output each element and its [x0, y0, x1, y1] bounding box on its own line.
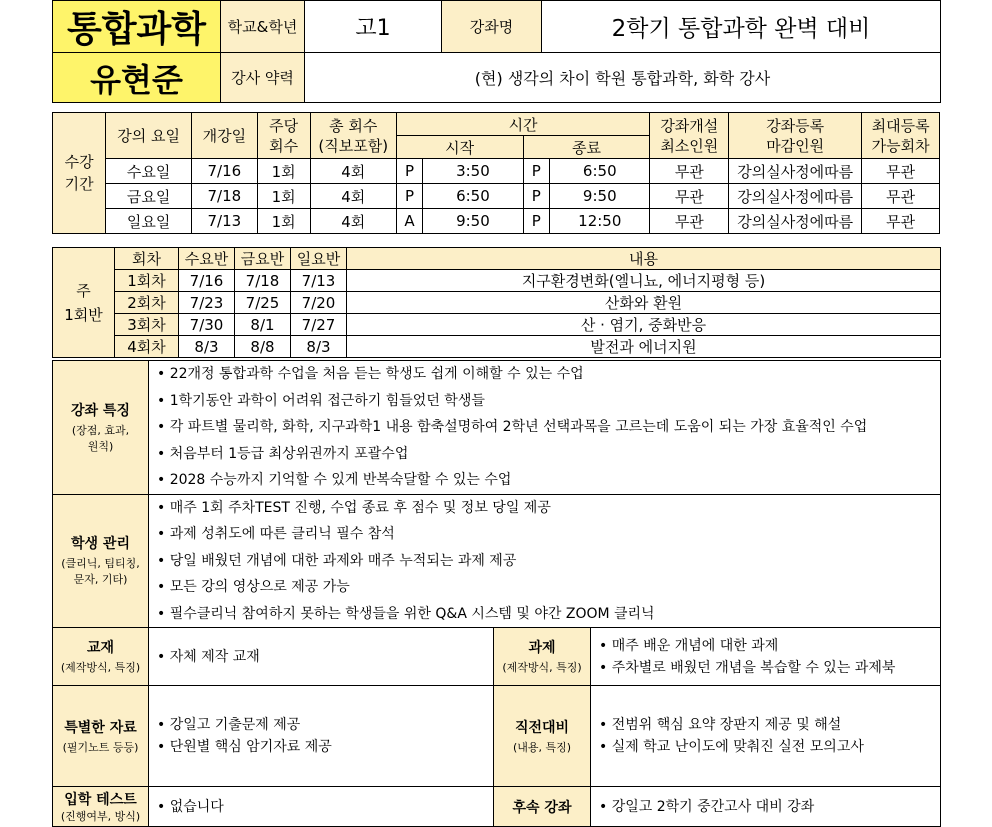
entrance-list — [149, 787, 494, 827]
fri-cell: 7/25 — [235, 292, 291, 314]
list-item: • 단원별 핵심 암기자료 제공 — [157, 739, 332, 755]
list-item: • 22개정 통합과학 수업을 처음 듣는 학생도 쉽게 이해할 수 있는 수업 — [157, 366, 584, 382]
fri-cell: 8/1 — [235, 314, 291, 336]
min-cell: 무관 — [650, 159, 729, 184]
textbook-list — [149, 628, 494, 686]
sun-cell: 7/13 — [291, 270, 347, 292]
start-time-cell: 9:50 — [423, 209, 523, 234]
end-period-cell: P — [523, 184, 550, 209]
max-cell: 무관 — [862, 184, 940, 209]
management-subtitle: (클리닉, 팀티칭, 문자, 기타) — [61, 557, 140, 587]
col-session: 회차 — [115, 248, 179, 270]
table-row — [53, 336, 941, 358]
session-cell: 4회차 — [115, 336, 179, 358]
table-row — [53, 314, 941, 336]
col-wed: 수요반 — [179, 248, 235, 270]
list-item: • 강일고 기출문제 제공 — [157, 717, 301, 733]
materials-list — [149, 686, 494, 787]
col-content: 내용 — [347, 248, 941, 270]
list-item: • 없습니다 — [157, 798, 224, 815]
weekly-cell: 1회 — [257, 184, 310, 209]
deadline-cell: 강의실사정에따름 — [729, 159, 862, 184]
total-cell: 4회 — [310, 159, 396, 184]
open-cell: 7/18 — [192, 184, 257, 209]
open-cell: 7/13 — [192, 209, 257, 234]
weekly-cell: 1회 — [257, 209, 310, 234]
fri-cell: 8/8 — [235, 336, 291, 358]
textbook-subtitle: (제작방식, 특징) — [60, 661, 141, 674]
subject-title: 통합과학 — [53, 1, 221, 53]
col-time: 시간 — [396, 113, 650, 136]
list-item: • 실제 학교 난이도에 맞춰진 실전 모의고사 — [599, 739, 864, 755]
min-cell: 무관 — [650, 184, 729, 209]
homework-subtitle: (제작방식, 특징) — [502, 661, 582, 674]
final-list — [591, 686, 941, 787]
sun-cell: 8/3 — [291, 336, 347, 358]
info-table — [52, 360, 941, 827]
list-item: • 강일고 2학기 중간고사 대비 강좌 — [599, 798, 815, 815]
total-cell: 4회 — [310, 184, 396, 209]
features-header — [53, 361, 149, 495]
table-row — [53, 159, 940, 184]
followup-list — [591, 787, 941, 827]
list-item: • 2028 수능까지 기억할 수 있게 반복숙달할 수 있는 수업 — [157, 472, 512, 488]
final-subtitle: (내용, 특징) — [512, 740, 572, 754]
header-table — [52, 0, 941, 103]
table-row — [53, 209, 940, 234]
weekly-cell: 1회 — [257, 159, 310, 184]
table-row — [53, 292, 941, 314]
entrance-title: 입학 테스트 — [64, 791, 137, 808]
max-cell: 무관 — [862, 159, 940, 184]
end-period-cell: P — [523, 159, 550, 184]
teacher-name: 유현준 — [53, 53, 221, 103]
list-item: • 처음부터 1등급 최상위권까지 포괄수업 — [157, 445, 409, 462]
deadline-cell: 강의실사정에따름 — [729, 209, 862, 234]
list-item: • 매주 1회 주차TEST 진행, 수업 종료 후 점수 및 정보 당일 제공 — [157, 499, 551, 516]
management-list — [149, 494, 941, 628]
content-cell: 지구환경변화(엘니뇨, 에너지평형 등) — [347, 270, 941, 292]
end-time-cell: 6:50 — [550, 159, 650, 184]
table-row — [53, 270, 941, 292]
homework-title: 과제 — [528, 640, 556, 656]
start-period-cell: P — [396, 184, 423, 209]
content-cell: 산 · 염기, 중화반응 — [347, 314, 941, 336]
content-cell: 산화와 환원 — [347, 292, 941, 314]
weekly-table — [52, 247, 941, 358]
wed-cell: 8/3 — [179, 336, 235, 358]
day-cell: 수요일 — [106, 159, 192, 184]
col-deadline: 강좌등록 마감인원 — [729, 113, 862, 159]
course-label: 강좌명 — [442, 1, 542, 53]
entrance-header — [53, 787, 149, 827]
session-cell: 3회차 — [115, 314, 179, 336]
end-period-cell: P — [523, 209, 550, 234]
list-item: • 필수클리닉 참여하지 못하는 학생들을 위한 Q&A 시스템 및 야간 ZOOM 클리닉 — [157, 605, 655, 622]
end-time-cell: 12:50 — [550, 209, 650, 234]
day-cell: 금요일 — [106, 184, 192, 209]
grade-value: 고1 — [305, 1, 442, 53]
sun-cell: 7/20 — [291, 292, 347, 314]
min-cell: 무관 — [650, 209, 729, 234]
max-cell: 무관 — [862, 209, 940, 234]
weekly-label: 주 1회반 — [53, 248, 115, 358]
grade-label: 학교&학년 — [221, 1, 305, 53]
col-min: 강좌개설 최소인원 — [650, 113, 729, 159]
list-item: • 모든 강의 영상으로 제공 가능 — [157, 579, 350, 595]
features-subtitle: (장점, 효과, 원칙) — [71, 423, 130, 453]
features-title: 강좌 특징 — [71, 402, 130, 419]
deadline-cell: 강의실사정에따름 — [729, 184, 862, 209]
followup-header — [494, 787, 591, 827]
col-day: 강의 요일 — [106, 113, 192, 159]
col-fri: 금요반 — [235, 248, 291, 270]
list-item: • 전범위 핵심 요약 장판지 제공 및 해설 — [599, 717, 842, 733]
course-name: 2학기 통합과학 완벽 대비 — [542, 1, 941, 53]
period-table — [52, 112, 940, 234]
homework-header — [494, 628, 591, 686]
management-header — [53, 494, 149, 628]
textbook-title: 교재 — [86, 640, 115, 656]
materials-title: 특별한 자료 — [64, 719, 137, 736]
profile-label: 강사 약력 — [221, 53, 305, 103]
end-time-cell: 9:50 — [550, 184, 650, 209]
col-sun: 일요반 — [291, 248, 347, 270]
followup-title: 후속 강좌 — [512, 799, 572, 816]
period-label: 수강 기간 — [53, 113, 106, 234]
entrance-subtitle: (진행여부, 방식) — [60, 809, 141, 823]
start-time-cell: 6:50 — [423, 184, 523, 209]
textbook-header — [53, 628, 149, 686]
start-period-cell: A — [396, 209, 423, 234]
materials-header — [53, 686, 149, 787]
homework-list — [591, 628, 941, 686]
list-item: • 과제 성취도에 따른 클리닉 필수 참석 — [157, 526, 395, 542]
teacher-profile: (현) 생각의 차이 학원 통합과학, 화학 강사 — [305, 53, 941, 103]
col-max: 최대등록 가능회차 — [862, 113, 940, 159]
col-total: 총 회수 (직보포함) — [310, 113, 396, 159]
col-start: 시작 — [396, 136, 523, 159]
session-cell: 1회차 — [115, 270, 179, 292]
wed-cell: 7/23 — [179, 292, 235, 314]
total-cell: 4회 — [310, 209, 396, 234]
list-item: • 매주 배운 개념에 대한 과제 — [599, 637, 779, 654]
list-item: • 1학기동안 과학이 어려워 접근하기 힘들었던 학생들 — [157, 392, 485, 409]
final-header — [494, 686, 591, 787]
list-item: • 자체 제작 교재 — [157, 648, 260, 665]
features-list — [149, 361, 941, 495]
day-cell: 일요일 — [106, 209, 192, 234]
wed-cell: 7/16 — [179, 270, 235, 292]
list-item: • 당일 배웠던 개념에 대한 과제와 매주 누적되는 과제 제공 — [157, 552, 517, 569]
list-item: • 주차별로 배웠던 개념을 복습할 수 있는 과제북 — [599, 659, 896, 676]
col-open: 개강일 — [192, 113, 257, 159]
materials-subtitle: (필기노트 등등) — [62, 740, 139, 754]
content-cell: 발전과 에너지원 — [347, 336, 941, 358]
fri-cell: 7/18 — [235, 270, 291, 292]
session-cell: 2회차 — [115, 292, 179, 314]
wed-cell: 7/30 — [179, 314, 235, 336]
table-row — [53, 184, 940, 209]
management-title: 학생 관리 — [71, 536, 130, 553]
start-period-cell: P — [396, 159, 423, 184]
start-time-cell: 3:50 — [423, 159, 523, 184]
final-title: 직전대비 — [514, 719, 570, 736]
col-end: 종료 — [523, 136, 650, 159]
list-item: • 각 파트별 물리학, 화학, 지구과학1 내용 함축설명하여 2학년 선택과목을 고르는데 도움이 되는 가장 효율적인 수업 — [157, 419, 868, 435]
col-weekly: 주당 회수 — [257, 113, 310, 159]
open-cell: 7/16 — [192, 159, 257, 184]
sun-cell: 7/27 — [291, 314, 347, 336]
